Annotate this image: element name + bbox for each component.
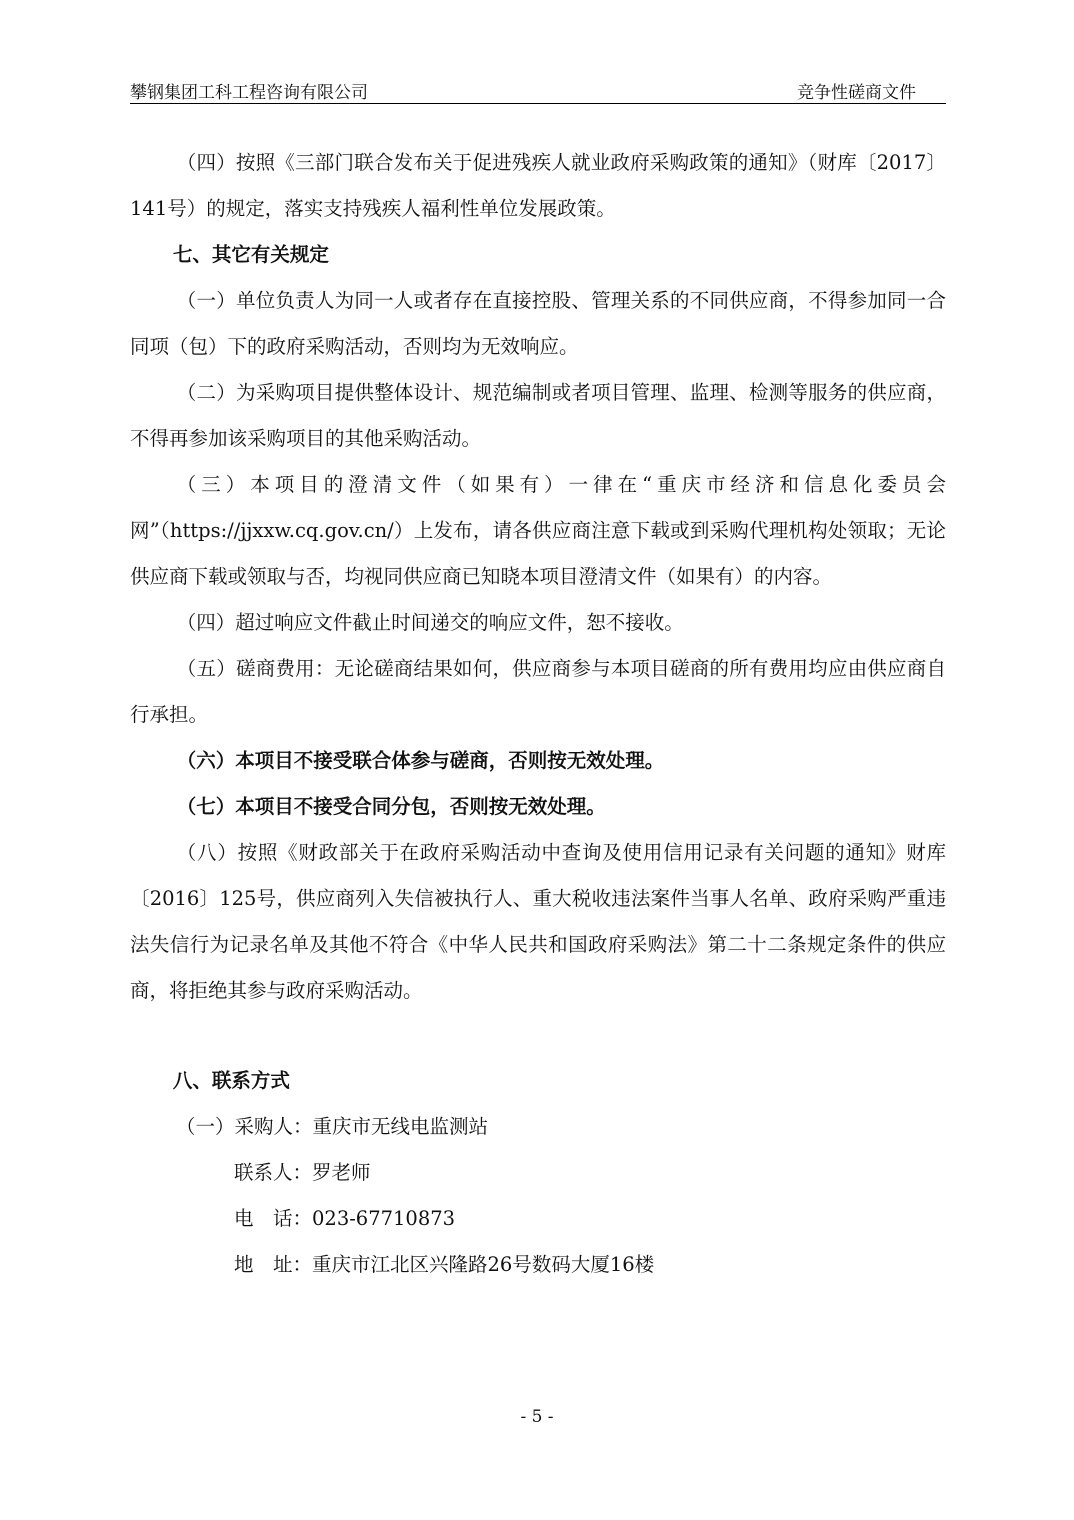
rule-7: （七）本项目不接受合同分包，否则按无效处理。 [176,795,606,818]
contact-phone: 电 话：023-67710873 [234,1207,456,1230]
contact-person: 联系人：罗老师 [234,1161,371,1184]
rule-4: （四）超过响应文件截止时间递交的响应文件，恕不接收。 [176,611,684,634]
rule-2: （二）为采购项目提供整体设计、规范编制或者项目管理、监理、检测等服务的供应商，不得再参加该采购项目的其他采购活动。 [130,381,946,450]
contact-purchaser: （一）采购人：重庆市无线电监测站 [176,1115,489,1138]
rule-8: （八）按照《财政部关于在政府采购活动中查询及使用信用记录有关问题的通知》财库〔2016〕125号，供应商列入失信被执行人、重大税收违法案件当事人名单、政府采购严重违法失信行为记录名单及其他不符合《中华人民共和国政府采购法》第二十二条规定条件的供应商，将拒绝其参与政府采购活动。 [130,841,946,1002]
rule-3: （三）本项目的澄清文件（如果有）一律在“重庆市经济和信息化委员会网”（https://jjxxw.cq.gov.cn/）上发布，请各供应商注意下载或到采购代理机构处领取；无论供应商下载或领取与否，均视同供应商已知晓本项目澄清文件（如果有）的内容。 [130,473,946,588]
header-company: 攀钢集团工科工程咨询有限公司 [130,83,368,103]
document-body [130,140,946,1288]
section-heading-7: 七、其它有关规定 [172,243,329,266]
rule-1: （一）单位负责人为同一人或者存在直接控股、管理关系的不同供应商，不得参加同一合同项（包）下的政府采购活动，否则均为无效响应。 [130,289,946,358]
page-number: - 5 - [520,1407,554,1427]
rule-6: （六）本项目不接受联合体参与磋商，否则按无效处理。 [176,749,665,772]
page-header [130,78,946,104]
rule-5: （五）磋商费用：无论磋商结果如何，供应商参与本项目磋商的所有费用均应由供应商自行承担。 [130,657,946,726]
header-divider [130,103,946,104]
section-heading-8: 八、联系方式 [172,1069,290,1092]
paragraph-policy-4: （四）按照《三部门联合发布关于促进残疾人就业政府采购政策的通知》（财库〔2017〕 141号）的规定，落实支持残疾人福利性单位发展政策。 [130,151,946,220]
header-doc-type: 竞争性磋商文件 [797,83,916,103]
contact-address: 地 址：重庆市江北区兴隆路26号数码大厦16楼 [234,1253,655,1276]
